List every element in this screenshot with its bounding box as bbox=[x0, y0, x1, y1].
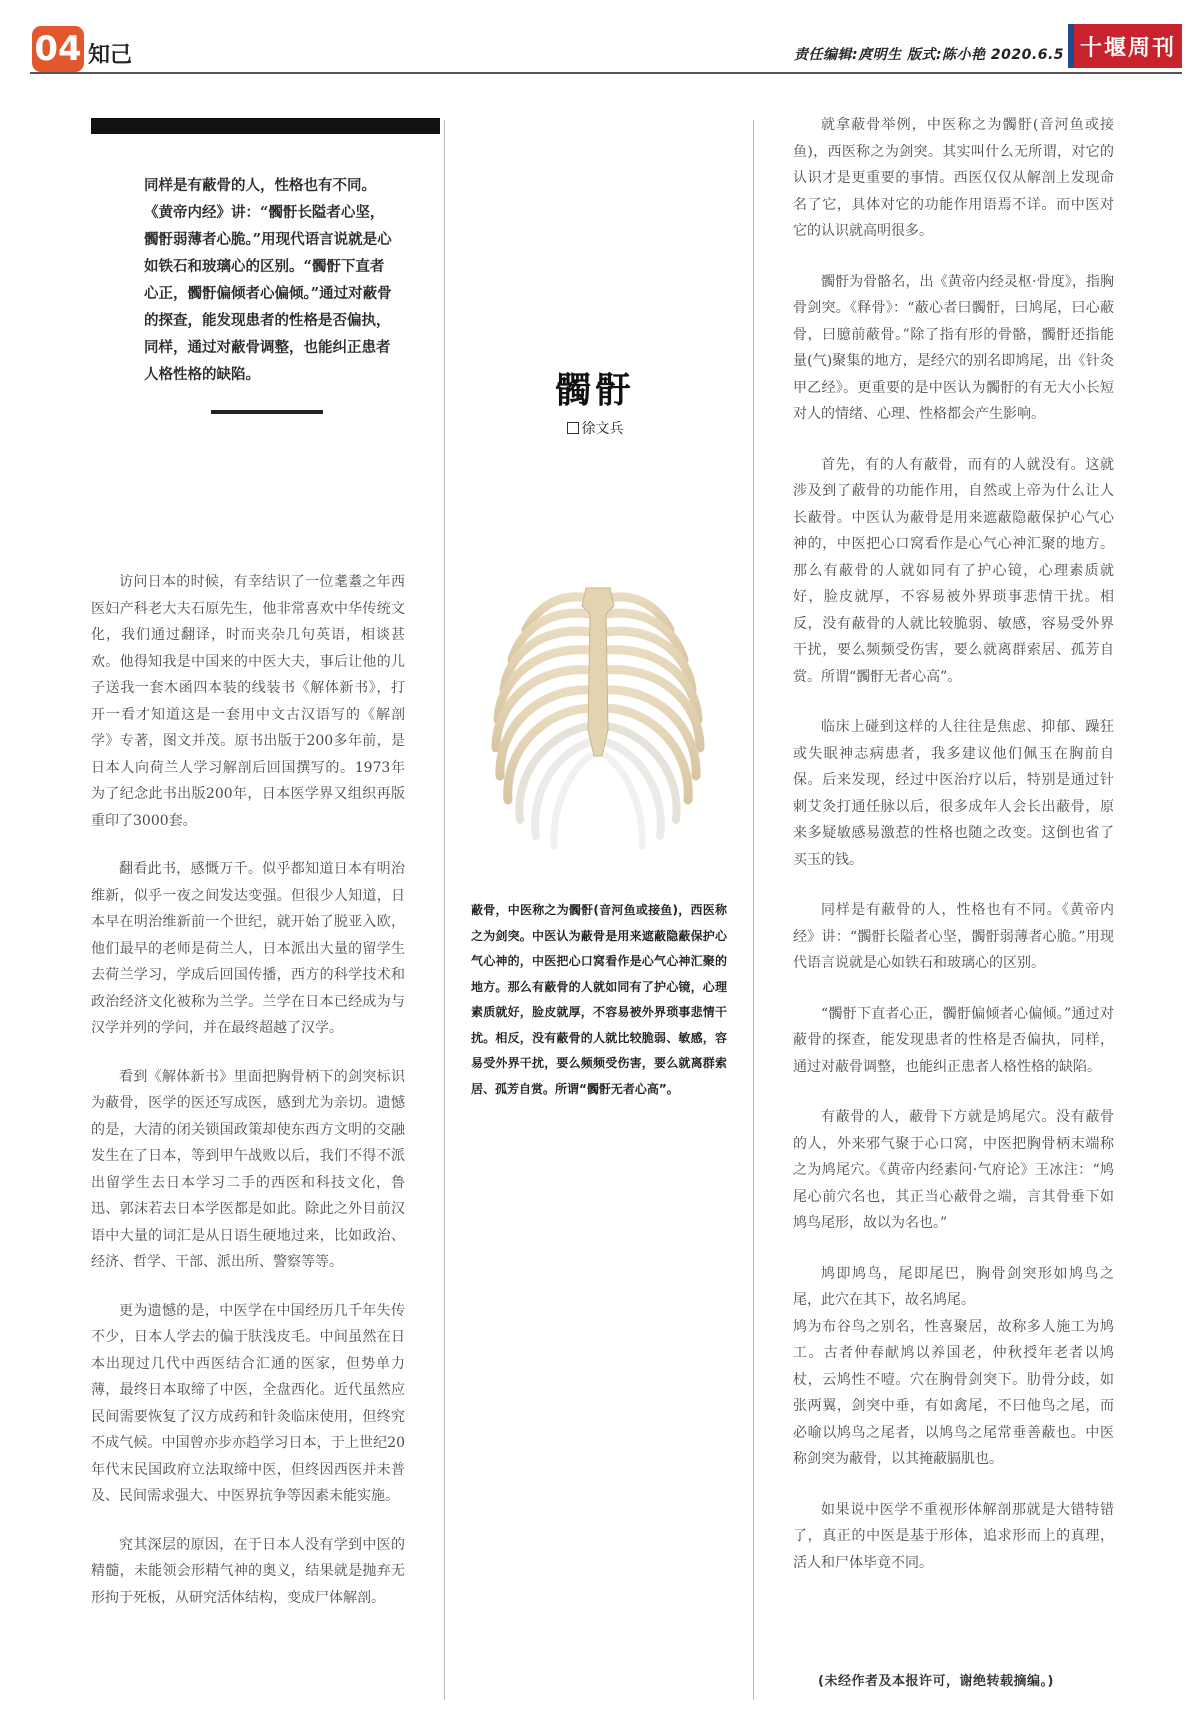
paragraph: 就拿蔽骨举例，中医称之为髑骬(音河鱼或接鱼)，西医称之为剑突。其实叫什么无所谓，对它的认识才是更重要的事情。西医仅仅从解剖上发现命名了它，具体对它的功能作用语焉不详。而中医对它的认识就高明很多。 bbox=[793, 117, 1114, 239]
header-rule bbox=[30, 72, 1182, 74]
paragraph: 看到《解体新书》里面把胸骨柄下的剑突标识为蔽骨，医学的医还写成医，感到尤为亲切。遗憾的是，大清的闭关锁国政策却使东西方文明的交融发生在了日本，等到甲午战败以后，我们不得不派出留学生去日本学习二手的西医和科技文化，鲁迅、郭沫若去日本学医都是如此。除此之外目前汉语中大量的词汇是从日语生硬地过来，比如政治、经济、哲学、干部、派出所、警察等等。 bbox=[91, 1068, 405, 1270]
column-divider-right bbox=[753, 120, 754, 1700]
paragraph: 鸠即鸠鸟，尾即尾巴，胸骨剑突形如鸠鸟之尾，此穴在其下，故名鸠尾。 鸠为布谷鸟之别名，性喜聚居，故称多人施工为鸠工。古者仲春献鸠以养国老，仲秋授年老者以鸠杖，云鸠性不噎。穴在胸骨剑突下。肋骨分歧，如张两翼，剑突中垂，有如禽尾，不曰他鸟之尾，而必喻以鸠鸟之尾者，以鸠鸟之尾常垂善蔽也。中医称剑突为蔽骨，以其掩蔽膈肌也。 bbox=[793, 1265, 1114, 1467]
author-byline bbox=[444, 418, 746, 438]
reprint-notice: (未经作者及本报许可，谢绝转载摘编。) bbox=[818, 1674, 1054, 1689]
left-column-text bbox=[91, 569, 405, 1633]
paragraph: 有蔽骨的人，蔽骨下方就是鸠尾穴。没有蔽骨的人，外来邪气聚于心口窝，中医把胸骨柄末端称之为鸠尾穴。《黄帝内经素问·气府论》王冰注：“鸠尾心前穴名也，其正当心蔽骨之端，言其骨垂下如鸠鸟尾形，故以为名也。” bbox=[793, 1109, 1114, 1231]
ribcage-illustration bbox=[486, 580, 710, 858]
page-number: 04 bbox=[32, 26, 84, 72]
paragraph: 访问日本的时候，有幸结识了一位耄耋之年西医妇产科老大夫石原先生，他非常喜欢中华传统文化，我们通过翻译，时而夹杂几句英语，相谈甚欢。他得知我是中国来的中医大夫，事后让他的儿子送我一套木函四本装的线装书《解体新书》，打开一看才知道这是一套用中文古汉语写的《解剖学》专著，图文并茂。原书出版于200多年前，是日本人向荷兰人学习解剖后回国撰写的。1973年为了纪念此书出版200年，日本医学界又组织再版重印了3000套。 bbox=[91, 574, 405, 829]
image-caption: 蔽骨，中医称之为髑骬(音河鱼或接鱼)，西医称之为剑突。中医认为蔽骨是用来遮蔽隐蔽保护心气心神的，中医把心口窝看作是心气心神汇聚的地方。那么有蔽骨的人就如同有了护心镜，心理素质就好，脸皮就厚，不容易被外界琐事悲情干扰。相反，没有蔽骨的人就比较脆弱、敏感，容易受外界干扰，要么频频受伤害，要么就离群索居、孤芳自赏。所谓“髑骬无者心高”。 bbox=[471, 903, 727, 1096]
pull-quote: 同样是有蔽骨的人，性格也有不同。《黄帝内经》讲：“髑骬长隘者心坚，髑骬弱薄者心脆。”用现代语言说就是心如铁石和玻璃心的区别。“髑骬下直者心正，髑骬偏倾者心偏倾。”通过对蔽骨的探查，能发现患者的性格是否偏执，同样，通过对蔽骨调整，也能纠正患者人格性格的缺陷。 bbox=[144, 177, 392, 383]
pull-quote-rule bbox=[211, 410, 323, 414]
square-outline-icon bbox=[567, 422, 579, 434]
section-title: 知己 bbox=[88, 43, 133, 68]
decorative-bar bbox=[91, 118, 440, 134]
paragraph: 临床上碰到这样的人往往是焦虑、抑郁、躁狂或失眠神志病患者，我多建议他们佩玉在胸前自保。后来发现，经过中医治疗以后，特别是通过针刺艾灸打通任脉以后，很多成年人会长出蔽骨，原来多疑敏感易激惹的性格也随之改变。这倒也省了买玉的钱。 bbox=[793, 719, 1114, 868]
column-divider-left bbox=[444, 120, 445, 1700]
paragraph: 更为遗憾的是，中医学在中国经历几千年失传不少，日本人学去的偏于肤浅皮毛。中间虽然在日本出现过几代中西医结合汇通的医家，但势单力薄，最终日本取缔了中医，全盘西化。近代虽然应民间需要恢复了汉方成药和针灸临床使用，但终究不成气候。中国曾亦步亦趋学习日本，于上世纪20年代末民国政府立法取缔中医，但终因西医并未普及、民间需求强大、中医界抗争等因素未能实施。 bbox=[91, 1302, 405, 1504]
editor-credits: 责任编辑:庹明生 版式:陈小艳 2020.6.5 bbox=[793, 47, 1064, 63]
publication-logo: 十堰周刊 bbox=[1068, 24, 1182, 68]
paragraph: 髑骬为骨骼名，出《黄帝内经灵枢·骨度》，指胸骨剑突。《释骨》：“蔽心者曰髑骬，曰鸠尾，曰心蔽骨，曰臆前蔽骨。”除了指有形的骨骼，髑骬还指能量(气)聚集的地方，是经穴的别名即鸠尾，出《针灸甲乙经》。更重要的是中医认为髑骬的有无大小长短对人的情绪、心理、性格都会产生影响。 bbox=[793, 273, 1114, 422]
paragraph: 翻看此书，感慨万千。似乎都知道日本有明治维新，似乎一夜之间发达变强。但很少人知道，日本早在明治维新前一个世纪，就开始了脱亚入欧，他们最早的老师是荷兰人，日本派出大量的留学生去荷兰学习，学成后回国传播，西方的科学技术和政治经济文化被称为兰学。兰学在日本已经成为与汉学并列的学问，并在最终超越了汉学。 bbox=[91, 861, 405, 1036]
paragraph: 如果说中医学不重视形体解剖那就是大错特错了，真正的中医是基于形体，追求形而上的真理，活人和尸体毕竟不同。 bbox=[793, 1501, 1114, 1571]
paragraph: “髑骬下直者心正，髑骬偏倾者心偏倾。”通过对蔽骨的探查，能发现患者的性格是否偏执，同样，通过对蔽骨调整，也能纠正患者人格性格的缺陷。 bbox=[793, 1005, 1114, 1075]
author-name: 徐文兵 bbox=[581, 421, 624, 437]
right-column-text bbox=[793, 112, 1114, 1600]
article-title: 髑骬 bbox=[554, 369, 635, 411]
paragraph: 究其深层的原因，在于日本人没有学到中医的精髓，未能领会形精气神的奥义，结果就是抛弃无形拘于死板，从研究活体结构，变成尸体解剖。 bbox=[91, 1536, 405, 1606]
paragraph: 首先，有的人有蔽骨，而有的人就没有。这就涉及到了蔽骨的功能作用，自然或上帝为什么让人长蔽骨。中医认为蔽骨是用来遮蔽隐蔽保护心气心神的，中医把心口窝看作是心气心神汇聚的地方。那么有蔽骨的人就如同有了护心镜，心理素质就好，脸皮就厚，不容易被外界琐事悲情干扰。相反，没有蔽骨的人就比较脆弱、敏感，容易受外界干扰，要么频频受伤害，要么就离群索居、孤芳自赏。所谓“髑骬无者心高”。 bbox=[793, 456, 1114, 685]
paragraph: 同样是有蔽骨的人，性格也有不同。《黄帝内经》讲：“髑骬长隘者心坚，髑骬弱薄者心脆。”用现代语言说就是心如铁石和玻璃心的区别。 bbox=[793, 902, 1114, 971]
